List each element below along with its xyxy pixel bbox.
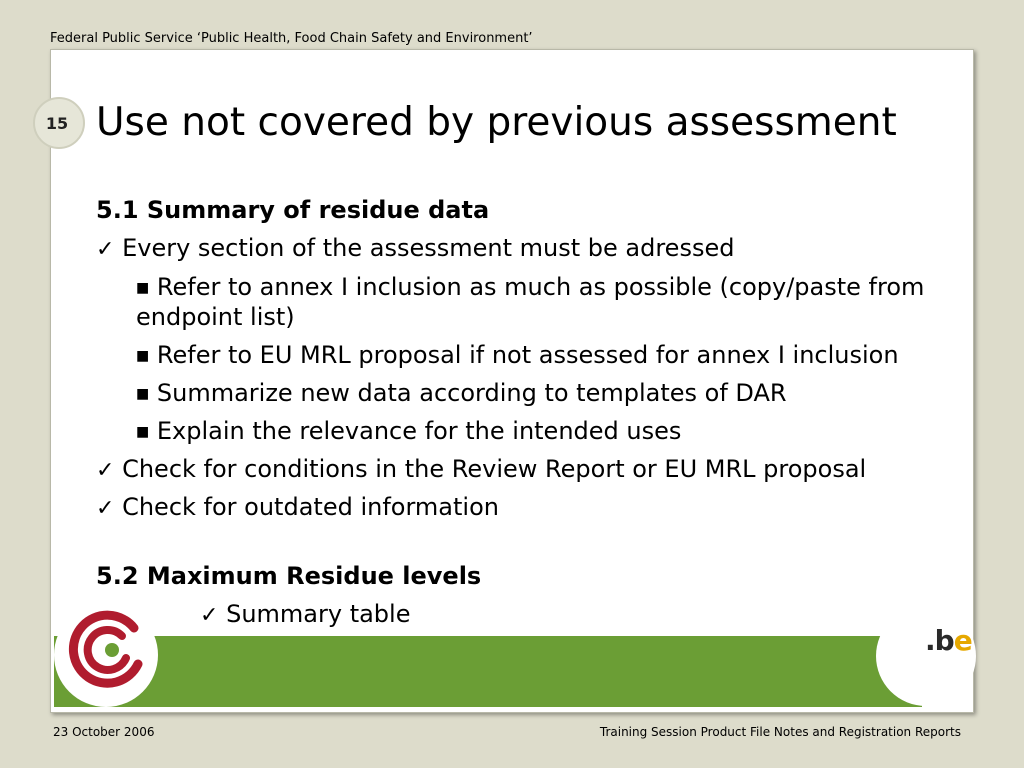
bullet-item <box>136 416 956 446</box>
slide-number-badge <box>33 97 85 149</box>
bullet-item <box>136 340 956 370</box>
check-item <box>96 492 956 523</box>
check-item <box>200 599 956 630</box>
check-icon: ✓ <box>96 496 115 521</box>
footer-session-title: Training Session Product File Notes and Registration Reports <box>599 725 961 739</box>
footer-date: 23 October 2006 <box>53 725 155 739</box>
bullet-item-text: Refer to annex I inclusion as much as possible (copy/paste from endpoint list) <box>136 272 925 331</box>
section-heading: 5.2 Maximum Residue levels <box>96 561 482 590</box>
federal-public-service-logo <box>64 606 150 692</box>
bullet-item-text: Explain the relevance for the intended uses <box>156 416 682 445</box>
check-icon: ✓ <box>200 602 219 628</box>
check-item-text: Check for outdated information <box>122 493 499 521</box>
bullet-item <box>136 272 956 332</box>
slide-title: Use not covered by previous assessment <box>96 100 897 145</box>
slide-content <box>96 195 956 637</box>
check-item <box>96 233 956 264</box>
square-bullet-icon: ■ <box>136 347 150 364</box>
section-heading: 5.1 Summary of residue data <box>96 196 490 224</box>
slide-number: 15 <box>45 113 69 133</box>
bullet-item-text: Summarize new data according to templates of DAR <box>156 378 787 407</box>
square-bullet-icon: ■ <box>136 423 150 440</box>
check-item-text: Every section of the assessment must be adressed <box>122 234 735 262</box>
be-logo: .be <box>925 624 972 657</box>
check-item-text: Check for conditions in the Review Report or EU MRL proposal <box>122 454 867 483</box>
square-bullet-icon: ■ <box>136 385 150 402</box>
footer-green-band <box>54 636 922 707</box>
check-item-text: Summary table <box>226 599 411 628</box>
ministry-header: Federal Public Service ‘Public Health, Food Chain Safety and Environment’ <box>50 31 533 46</box>
check-icon: ✓ <box>96 457 115 483</box>
check-icon: ✓ <box>96 237 115 262</box>
bullet-item-text: Refer to EU MRL proposal if not assessed for annex I inclusion <box>156 340 899 369</box>
square-bullet-icon: ■ <box>136 279 150 296</box>
bullet-item <box>136 378 956 408</box>
check-item <box>96 454 956 485</box>
